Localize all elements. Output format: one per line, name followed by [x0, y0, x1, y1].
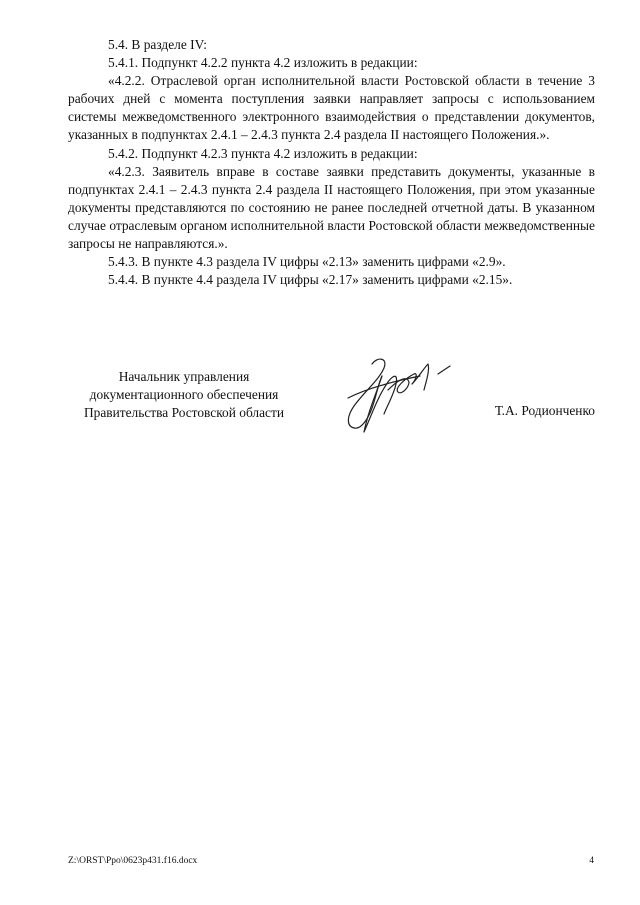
paragraph-5-4-4: 5.4.4. В пункте 4.4 раздела IV цифры «2.17» заменить цифрами «2.15».	[108, 272, 513, 288]
signer-title-line: Начальник управления	[118, 369, 250, 384]
page-number: 4	[589, 856, 594, 866]
footer-file-path: Z:\ORST\Ppo\0623p431.f16.docx	[68, 856, 198, 866]
paragraph-5-4-3: 5.4.3. В пункте 4.3 раздела IV цифры «2.13» заменить цифрами «2.9».	[108, 254, 506, 270]
document-body	[68, 36, 595, 289]
signature-block	[0, 368, 640, 458]
handwritten-signature	[342, 352, 454, 440]
paragraph-4-2-2-text: «4.2.2. Отраслевой орган исполнительной власти Ростовской области в течение 3 рабочих дней с момента поступления заявки направляет запросы с использованием системы межведомственного электронного взаимодействия о представлении документов, указанных в подпунктах 2.4.1 – 2.4.3 пункта 2.4 раздела II настоящего Положения.».	[68, 73, 595, 143]
paragraph-5-4-1: 5.4.1. Подпункт 4.2.2 пункта 4.2 изложить в редакции:	[108, 55, 418, 71]
paragraph-4-2-3-text: «4.2.3. Заявитель вправе в составе заявки представить документы, указанные в подпунктах 2.4.1 – 2.4.3 пункта 2.4 раздела II настоящего Положения, при этом указанные документы представляются по состоянию не ранее последней отчетной даты. В указанном случае отраслевым органом исполнительной власти Ростовской области межведомственные запросы не направляются.».	[68, 163, 595, 252]
paragraph-5-4: 5.4. В разделе IV:	[108, 37, 207, 52]
signer-title	[68, 368, 300, 422]
signer-name: Т.А. Родионченко	[494, 403, 595, 418]
paragraph-5-4-2: 5.4.2. Подпункт 4.2.3 пункта 4.2 изложить в редакции:	[108, 145, 418, 161]
signer-title-line: документационного обеспечения	[89, 387, 279, 403]
signer-title-line: Правительства Ростовской области	[83, 405, 285, 421]
